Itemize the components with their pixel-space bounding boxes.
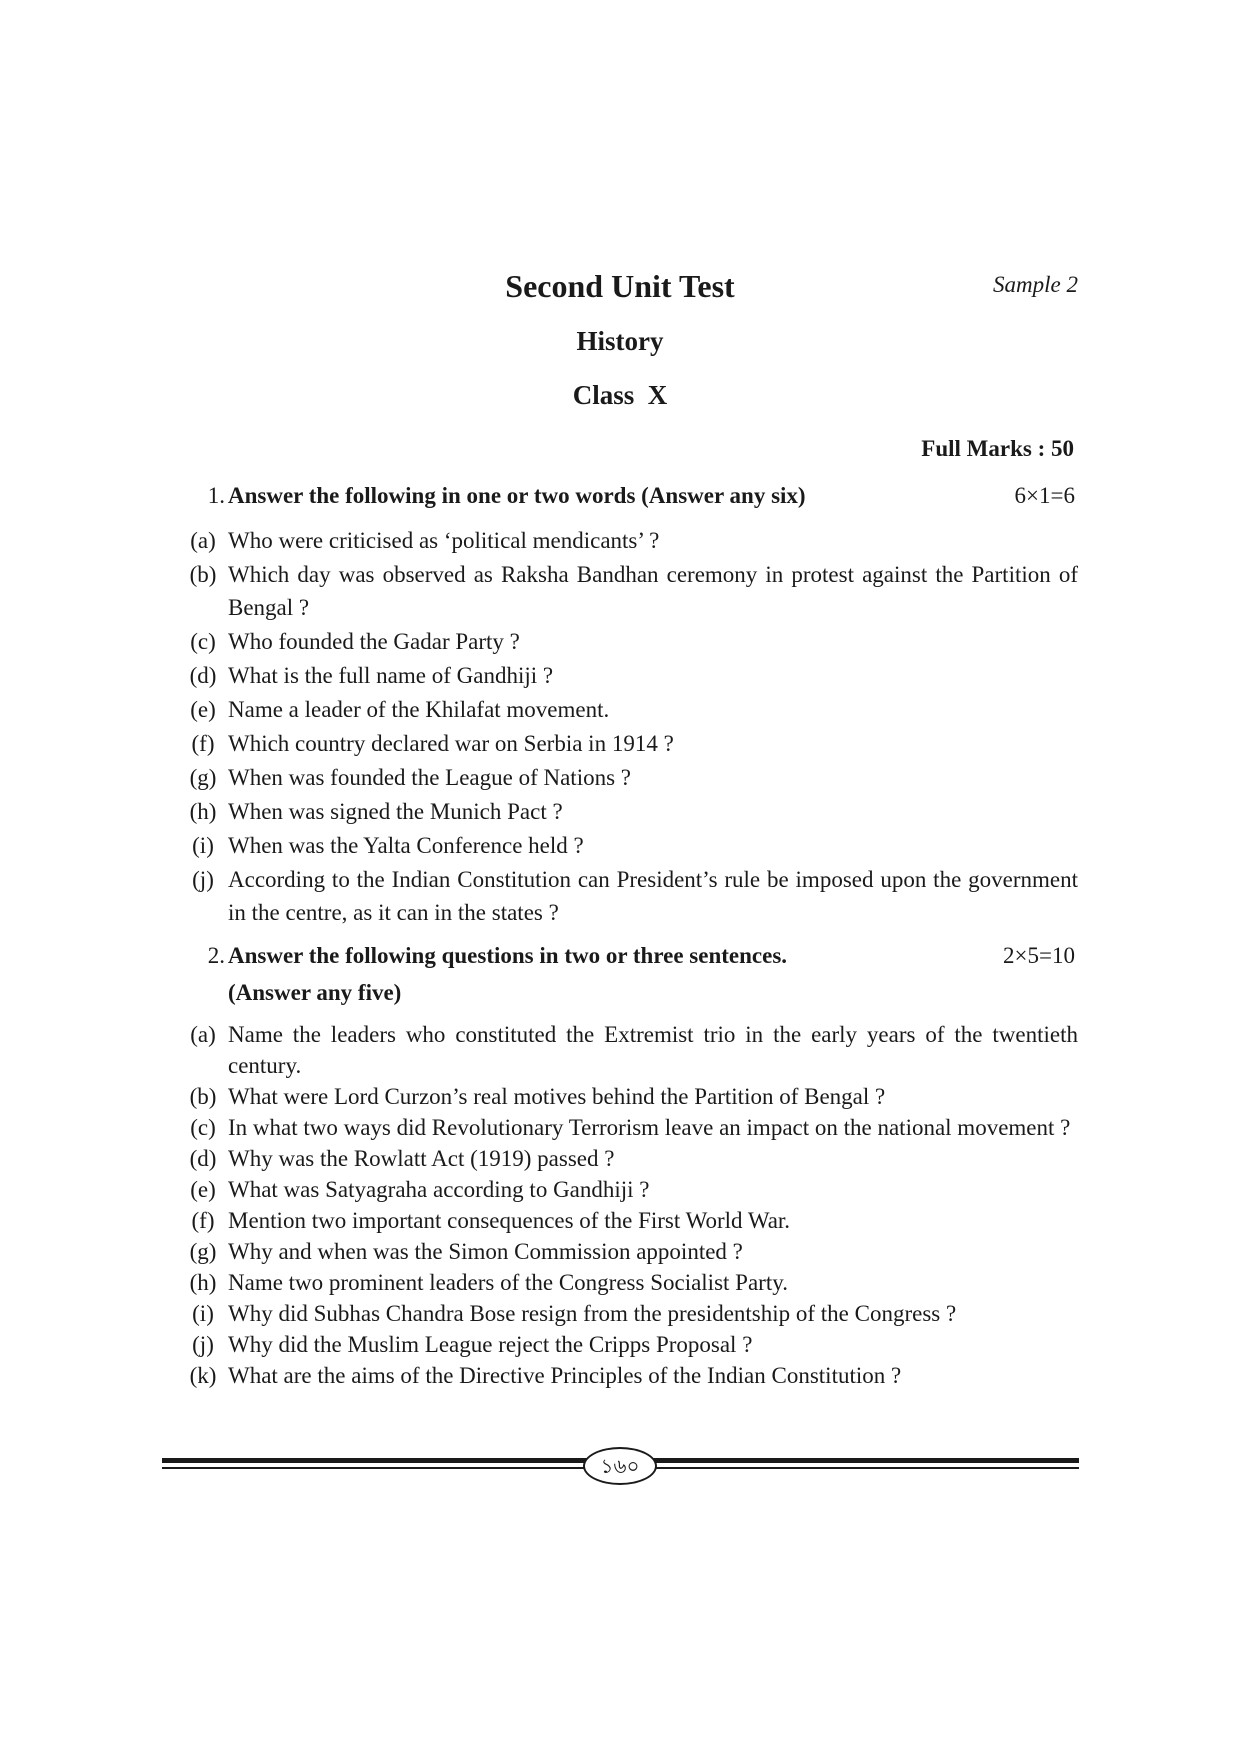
question-text: Which country declared war on Serbia in 1914 ?	[228, 731, 674, 756]
question-item	[0, 795, 1240, 828]
question-item	[0, 1019, 1240, 1081]
question-item	[0, 1267, 1240, 1298]
question-label: (a)	[190, 1022, 216, 1047]
question-item	[0, 558, 1240, 624]
section-2-questions	[0, 1019, 1240, 1391]
question-text: When was founded the League of Nations ?	[228, 765, 631, 790]
question-text: Name a leader of the Khilafat movement.	[228, 697, 610, 722]
question-item	[0, 863, 1240, 929]
sample-label: Sample 2	[993, 272, 1078, 297]
question-label: (d)	[189, 1146, 217, 1171]
question-item	[0, 1112, 1240, 1143]
section-1-questions	[0, 524, 1240, 930]
question-label: (c)	[190, 629, 216, 654]
page-number: ১৬০	[583, 1447, 657, 1485]
question-item	[0, 1298, 1240, 1329]
question-label: (i)	[192, 833, 214, 858]
question-label: (f)	[191, 731, 215, 756]
question-label: (j)	[192, 867, 214, 892]
question-item	[0, 1174, 1240, 1205]
question-text: When was the Yalta Conference held ?	[228, 833, 584, 858]
question-text: In what two ways did Revolutionary Terrorism leave an impact on the national movement ?	[228, 1115, 1071, 1140]
question-label: (j)	[192, 1332, 214, 1357]
question-item	[0, 1081, 1240, 1112]
question-text: Why did the Muslim League reject the Cripps Proposal ?	[228, 1332, 753, 1357]
question-item	[0, 1329, 1240, 1360]
question-item	[0, 1360, 1240, 1391]
question-label: (e)	[190, 1177, 216, 1202]
question-item	[0, 625, 1240, 658]
section-marks: 6×1=6	[1014, 483, 1075, 508]
page-title: Second Unit Test	[505, 268, 735, 304]
question-text: What was Satyagraha according to Gandhiji ?	[228, 1177, 650, 1202]
question-label: (b)	[189, 1084, 217, 1109]
question-text: What were Lord Curzon’s real motives behind the Partition of Bengal ?	[228, 1084, 886, 1109]
question-label: (i)	[192, 1301, 214, 1326]
question-label: (h)	[189, 1270, 217, 1295]
question-item	[0, 659, 1240, 692]
section-number: 2.	[207, 943, 225, 968]
question-label: (h)	[189, 799, 217, 824]
section-number: 1.	[207, 483, 225, 508]
section-instruction: Answer the following in one or two words (Answer any six)	[228, 483, 806, 508]
question-item	[0, 1143, 1240, 1174]
question-text: When was signed the Munich Pact ?	[228, 799, 563, 824]
question-item	[0, 761, 1240, 794]
question-text: What are the aims of the Directive Principles of the Indian Constitution ?	[228, 1363, 902, 1388]
question-text: Who founded the Gadar Party ?	[228, 629, 520, 654]
question-label: (a)	[190, 528, 216, 553]
question-text: Why and when was the Simon Commission appointed ?	[228, 1239, 743, 1264]
question-label: (k)	[189, 1363, 217, 1388]
question-item	[0, 524, 1240, 557]
question-item	[0, 693, 1240, 726]
question-text: Which day was observed as Raksha Bandhan ceremony in protest against the Partition of Bengal ?	[228, 562, 1078, 620]
question-text: Name the leaders who constituted the Extremist trio in the early years of the twentieth century.	[228, 1022, 1078, 1078]
question-label: (e)	[190, 697, 216, 722]
question-label: (b)	[189, 562, 217, 587]
section-2-subnote: (Answer any five)	[228, 980, 402, 1005]
question-text: According to the Indian Constitution can President’s rule be imposed upon the government in the centre, as it can in the states ?	[228, 867, 1078, 925]
question-text: Who were criticised as ‘political mendicants’ ?	[228, 528, 660, 553]
question-item	[0, 1205, 1240, 1236]
question-text: Name two prominent leaders of the Congress Socialist Party.	[228, 1270, 788, 1295]
class-heading: Class X	[572, 380, 668, 410]
question-label: (d)	[189, 663, 217, 688]
full-marks: Full Marks : 50	[921, 436, 1074, 461]
question-label: (f)	[191, 1208, 215, 1233]
question-text: Why did Subhas Chandra Bose resign from the presidentship of the Congress ?	[228, 1301, 957, 1326]
question-label: (g)	[189, 765, 217, 790]
section-instruction: Answer the following questions in two or three sentences.	[228, 943, 788, 968]
question-item	[0, 1236, 1240, 1267]
question-text: What is the full name of Gandhiji ?	[228, 663, 554, 688]
subject-heading: History	[576, 326, 664, 356]
section-marks: 2×5=10	[1003, 943, 1075, 968]
question-text: Why was the Rowlatt Act (1919) passed ?	[228, 1146, 615, 1171]
question-label: (g)	[189, 1239, 217, 1264]
question-item	[0, 727, 1240, 760]
question-label: (c)	[190, 1115, 216, 1140]
question-item	[0, 829, 1240, 862]
question-text: Mention two important consequences of the First World War.	[228, 1208, 791, 1233]
